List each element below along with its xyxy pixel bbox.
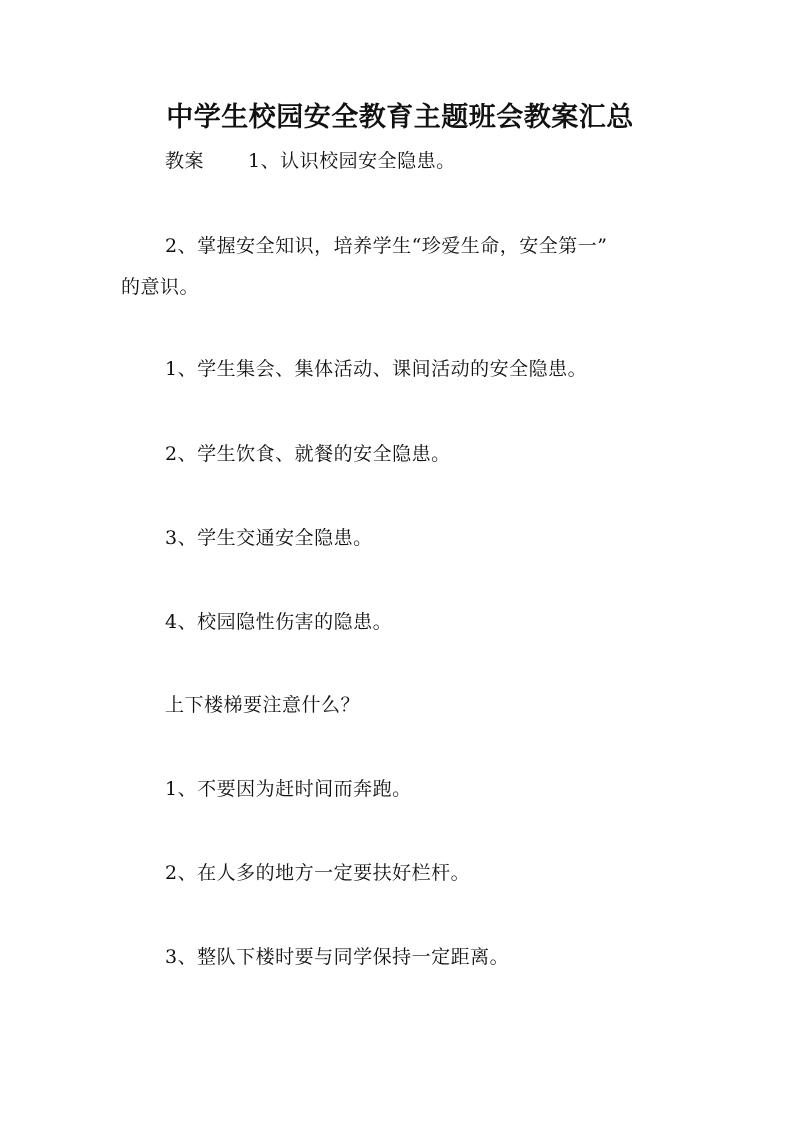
hazard-item-1: 1、学生集会、集体活动、课间活动的安全隐患。 [165, 358, 588, 380]
stairs-tip-2: 2、在人多的地方一定要扶好栏杆。 [165, 862, 471, 884]
intro-label: 教案 [165, 150, 205, 172]
document-title: 中学生校园安全教育主题班会教案汇总 [166, 102, 634, 133]
intro-objective-1: 1、认识校园安全隐患。 [248, 150, 456, 172]
hazard-item-2: 2、学生饮食、就餐的安全隐患。 [165, 443, 451, 465]
stairs-tip-3: 3、整队下楼时要与同学保持一定距离。 [165, 946, 510, 968]
stairs-tip-1: 1、不要因为赶时间而奔跑。 [165, 778, 412, 800]
hazard-item-3: 3、学生交通安全隐患。 [165, 527, 373, 549]
intro-line [0, 146, 800, 176]
stairs-question: 上下楼梯要注意什么？ [165, 694, 361, 716]
objective-2-line-1: 2、掌握安全知识，培养学生“珍爱生命，安全第一” [165, 235, 608, 257]
objective-2-line-2: 的意识。 [121, 276, 200, 298]
hazard-item-4: 4、校园隐性伤害的隐患。 [165, 611, 393, 633]
